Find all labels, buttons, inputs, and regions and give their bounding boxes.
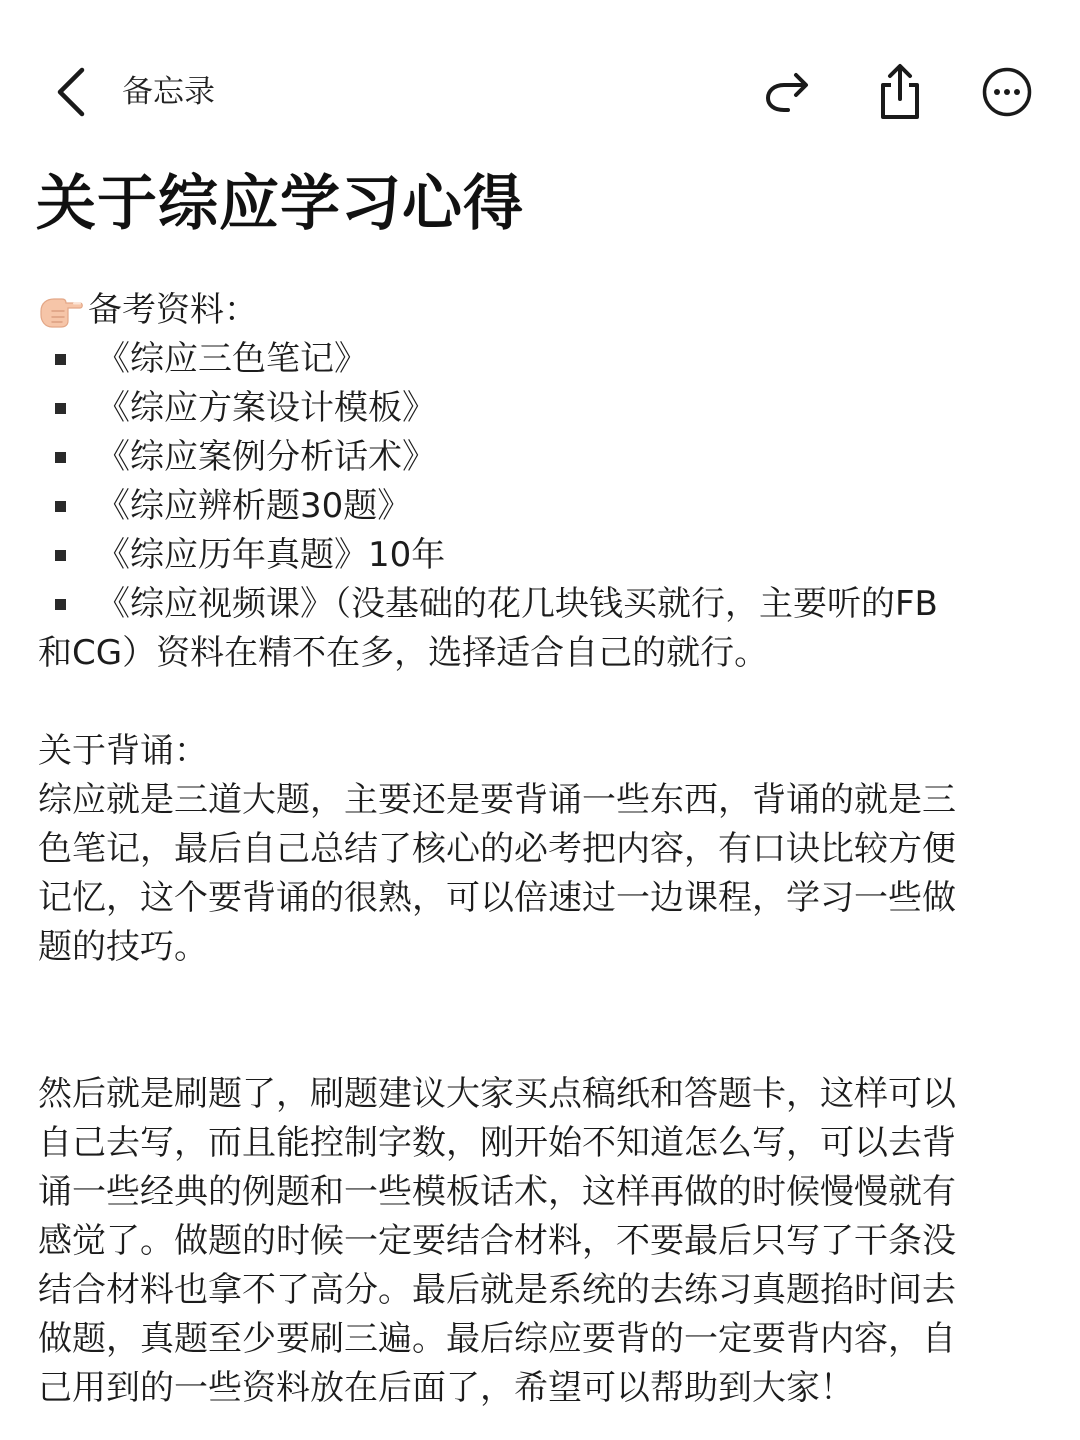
blank-line: [38, 972, 1046, 1021]
list-item-text: 《综应三色笔记》: [96, 339, 368, 379]
back-button[interactable]: [42, 62, 102, 122]
app-name-label[interactable]: 备忘录: [122, 74, 215, 110]
list-item-text: 《综应辨析题30题》: [96, 486, 412, 526]
list-item: [38, 531, 1046, 580]
practice-paragraph-line: 然后就是刷题了，刷题建议大家买点稿纸和答题卡，这样可以: [38, 1074, 956, 1114]
list-item: [38, 335, 1046, 384]
chevron-left-icon: [52, 66, 92, 118]
recite-paragraph-line: 综应就是三道大题，主要还是要背诵一些东西，背诵的就是三: [38, 780, 956, 820]
recite-paragraph-line: 记忆，这个要背诵的很熟，可以倍速过一边课程，学习一些做: [38, 878, 956, 918]
top-navigation-bar: [0, 0, 1080, 180]
recite-paragraph-line: 题的技巧。: [38, 927, 208, 967]
bullet-icon: [55, 452, 66, 463]
practice-paragraph-line: 自己去写，而且能控制字数，刚开始不知道怎么写，可以去背: [38, 1123, 956, 1163]
bullet-icon: [55, 354, 66, 365]
note-body[interactable]: [38, 286, 1046, 1413]
practice-paragraph-line: 己用到的一些资料放在后面了，希望可以帮助到大家！: [38, 1368, 854, 1408]
share-icon: [876, 63, 924, 121]
note-title: 关于综应学习心得: [36, 169, 524, 239]
list-item: [38, 482, 1046, 531]
recite-heading: 关于背诵：: [38, 731, 208, 771]
more-icon: [981, 66, 1033, 118]
bullet-icon: [55, 599, 66, 610]
list-item: [38, 433, 1046, 482]
redo-icon: [762, 69, 812, 115]
list-item-text: 《综应视频课》（没基础的花几块钱买就行，主要听的FB: [96, 584, 938, 624]
bullet-icon: [55, 403, 66, 414]
list-item-text: 《综应案例分析话术》: [96, 437, 436, 477]
share-button[interactable]: [868, 60, 932, 124]
practice-paragraph-line: 感觉了。做题的时候一定要结合材料，不要最后只写了干条没: [38, 1221, 956, 1261]
practice-paragraph-line: 结合材料也拿不了高分。最后就是系统的去练习真题掐时间去: [38, 1270, 956, 1310]
redo-button[interactable]: [755, 60, 819, 124]
recite-paragraph-line: 色笔记，最后自己总结了核心的必考把内容，有口诀比较方便: [38, 829, 956, 869]
materials-tail-text: 和CG）资料在精不在多，选择适合自己的就行。: [38, 633, 769, 673]
pointing-hand-icon: [38, 291, 84, 331]
blank-line: [38, 678, 1046, 727]
list-item-text: 《综应方案设计模板》: [96, 388, 436, 428]
materials-heading: [38, 286, 1046, 335]
list-item: [38, 384, 1046, 433]
list-item: [38, 580, 1046, 629]
blank-line: [38, 1021, 1046, 1070]
more-button[interactable]: [975, 60, 1039, 124]
bullet-icon: [55, 550, 66, 561]
list-item-text: 《综应历年真题》10年: [96, 535, 446, 575]
practice-paragraph-line: 诵一些经典的例题和一些模板话术，这样再做的时候慢慢就有: [38, 1172, 956, 1212]
bullet-icon: [55, 501, 66, 512]
practice-paragraph-line: 做题，真题至少要刷三遍。最后综应要背的一定要背内容，自: [38, 1319, 956, 1359]
materials-heading-text: 备考资料：: [88, 290, 258, 330]
